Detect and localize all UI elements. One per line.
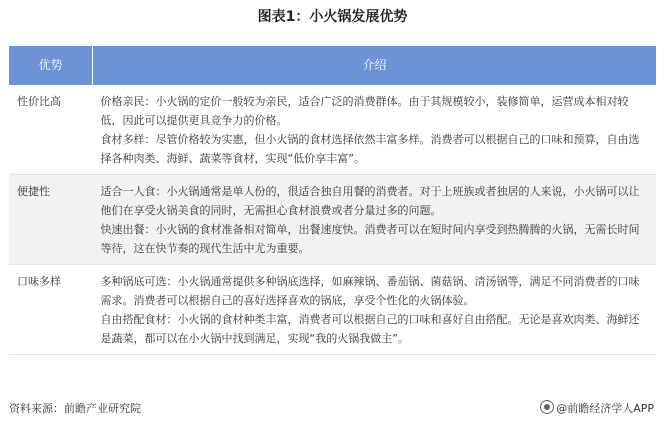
advantages-table — [9, 46, 656, 355]
introduction-paragraph: 适合一人食：小火锅通常是单人份的，很适合独自用餐的消费者。对于上班族或者独居的人来说，小火锅可以让他们在享受火锅美食的同时，无需担心食材浪费或者分量过多的问题。 — [100, 185, 640, 217]
introduction-cell — [93, 175, 657, 265]
introduction-paragraph: 多种锅底可选：小火锅通常提供多种锅底选择，如麻辣锅、番茄锅、菌菇锅、清汤锅等，满足不同消费者的口味需求。消费者可以根据自己的喜好选择喜欢的锅底，享受个性化的火锅体验。 — [100, 275, 640, 307]
advantage-cell: 性价比高 — [9, 85, 93, 175]
brand-logo-icon — [540, 400, 554, 414]
introduction-cell — [93, 265, 657, 355]
introduction-paragraph: 食材多样：尽管价格较为实惠，但小火锅的食材选择依然丰富多样。消费者可以根据自己的口味和预算，自由选择各种肉类、海鲜、蔬菜等食材，实现“低价享丰富”。 — [100, 133, 640, 165]
brand-credit — [540, 400, 654, 416]
introduction-paragraph: 价格亲民：小火锅的定价一般较为亲民，适合广泛的消费群体。由于其规模较小，装修简单，运营成本相对较低，因此可以提供更具竞争力的价格。 — [100, 95, 629, 127]
brand-text: @前瞻经济学人APP — [556, 402, 654, 415]
advantage-cell: 便捷性 — [9, 175, 93, 265]
page-title: 图表1：小火锅发展优势 — [257, 9, 408, 25]
header-advantage: 优势 — [9, 46, 93, 85]
header-introduction: 介绍 — [93, 46, 657, 85]
source-note: 资料来源：前瞻产业研究院 — [9, 402, 141, 415]
advantage-cell: 口味多样 — [9, 265, 93, 355]
introduction-paragraph: 自由搭配食材：小火锅的食材种类丰富，消费者可以根据自己的口味和喜好自由搭配。无论是喜欢肉类、海鲜还是蔬菜，都可以在小火锅中找到满足，实现“我的火锅我做主”。 — [100, 313, 640, 345]
introduction-paragraph: 快速出餐：小火锅的食材准备相对简单，出餐速度快。消费者可以在短时间内享受到热腾腾的火锅，无需长时间等待，这在快节奏的现代生活中尤为重要。 — [100, 223, 640, 255]
introduction-cell — [93, 85, 657, 175]
table-row — [9, 85, 656, 175]
table-row — [9, 175, 656, 265]
table-header-row — [9, 46, 656, 85]
table-row — [9, 265, 656, 355]
